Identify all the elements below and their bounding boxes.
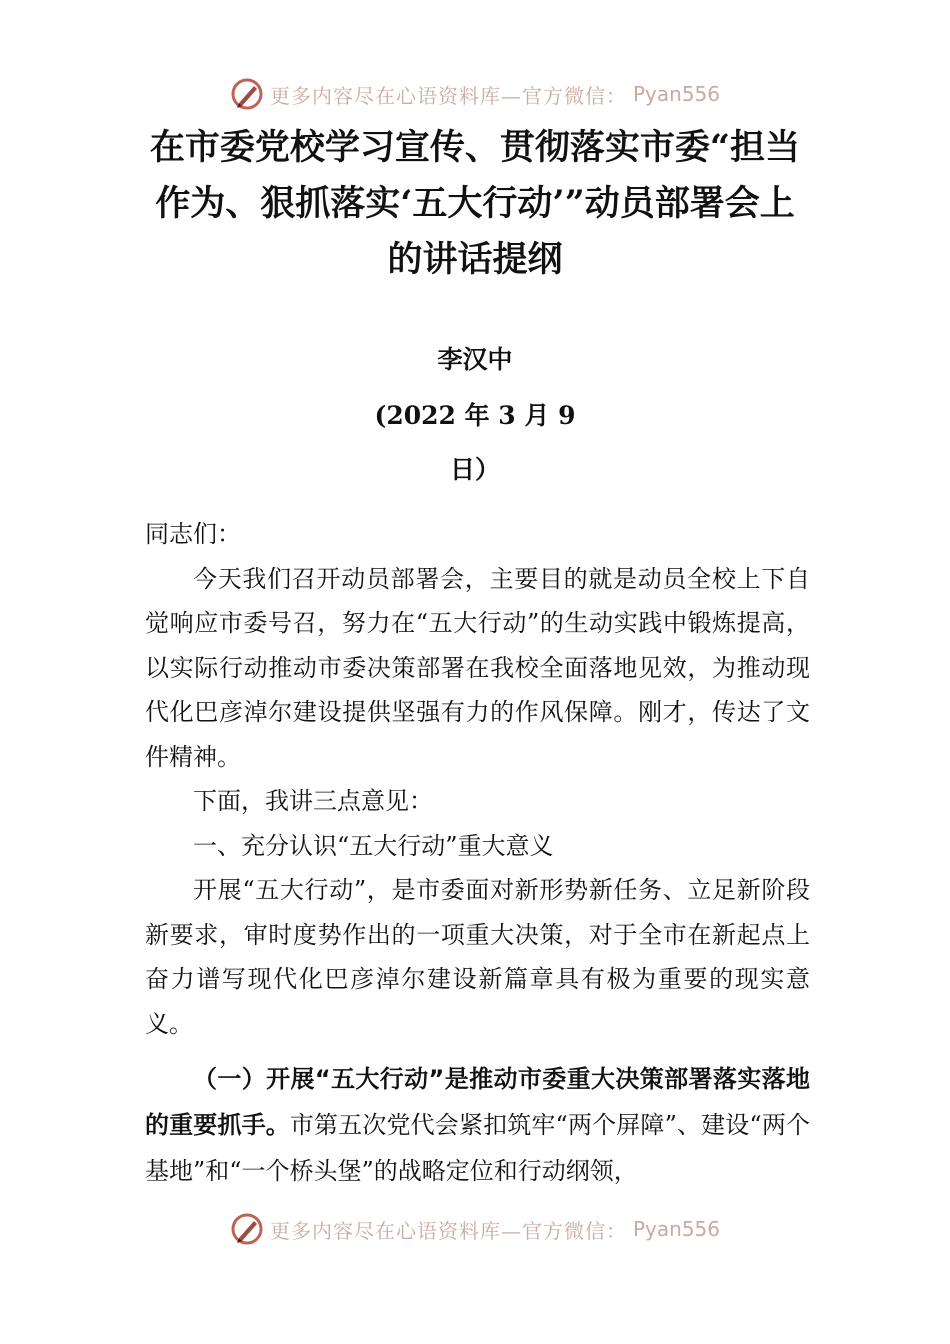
watermark-promo-text: 更多内容尽在心语资料库—官方微信： <box>269 83 627 108</box>
subsection-1 <box>145 1056 810 1194</box>
watermark-promo-text: 更多内容尽在心语资料库—官方微信： <box>269 1218 627 1243</box>
subsection-1-heading: （一）开展“五大行动”是推动市委重大决策部署落实落地的重要抓手。 <box>145 1065 810 1139</box>
date-line-1: (2022 年 3 月 9 <box>374 401 576 430</box>
date-line-2: 日） <box>449 455 500 484</box>
watermark-contact-id: Pyan556 <box>632 1217 720 1241</box>
document-body <box>145 512 810 1194</box>
pen-logo-icon <box>230 77 264 111</box>
footer-watermark <box>0 1209 950 1249</box>
header-watermark <box>0 74 950 114</box>
paragraph-outline: 下面，我讲三点意见： <box>193 787 433 815</box>
section-heading-1: 一、充分认识“五大行动”重大意义 <box>193 831 554 860</box>
watermark-contact-id: Pyan556 <box>632 82 720 106</box>
subsection-1-text: 市第五次党代会紧扣筑牢“两个屏障”、建设“两个基地”和“一个桥头堡”的战略定位和行动纲领， <box>145 1111 811 1185</box>
author-name: 李汉中 <box>437 345 513 374</box>
greeting: 同志们： <box>145 520 241 548</box>
pen-logo-icon <box>230 1212 264 1246</box>
paragraph-significance: 开展“五大行动”，是市委面对新形势新任务、立足新阶段新要求，审时度势作出的一项重大决策，对于全市在新起点上奋力谱写现代化巴彦淖尔建设新篇章具有极为重要的现实意义。 <box>145 876 810 1038</box>
paragraph-intro: 今天我们召开动员部署会，主要目的就是动员全校上下自觉响应市委号召，努力在“五大行动”的生动实践中锻炼提高，以实际行动推动市委决策部署在我校全面落地见效，为推动现代化巴彦淖尔建设提供坚强有力的作风保障。刚才，传达了文件精神。 <box>145 564 810 771</box>
document-title: 在市委党校学习宣传、贯彻落实市委“担当作为、狠抓落实‘五大行动’”动员部署会上的讲话提纲 <box>149 127 801 280</box>
